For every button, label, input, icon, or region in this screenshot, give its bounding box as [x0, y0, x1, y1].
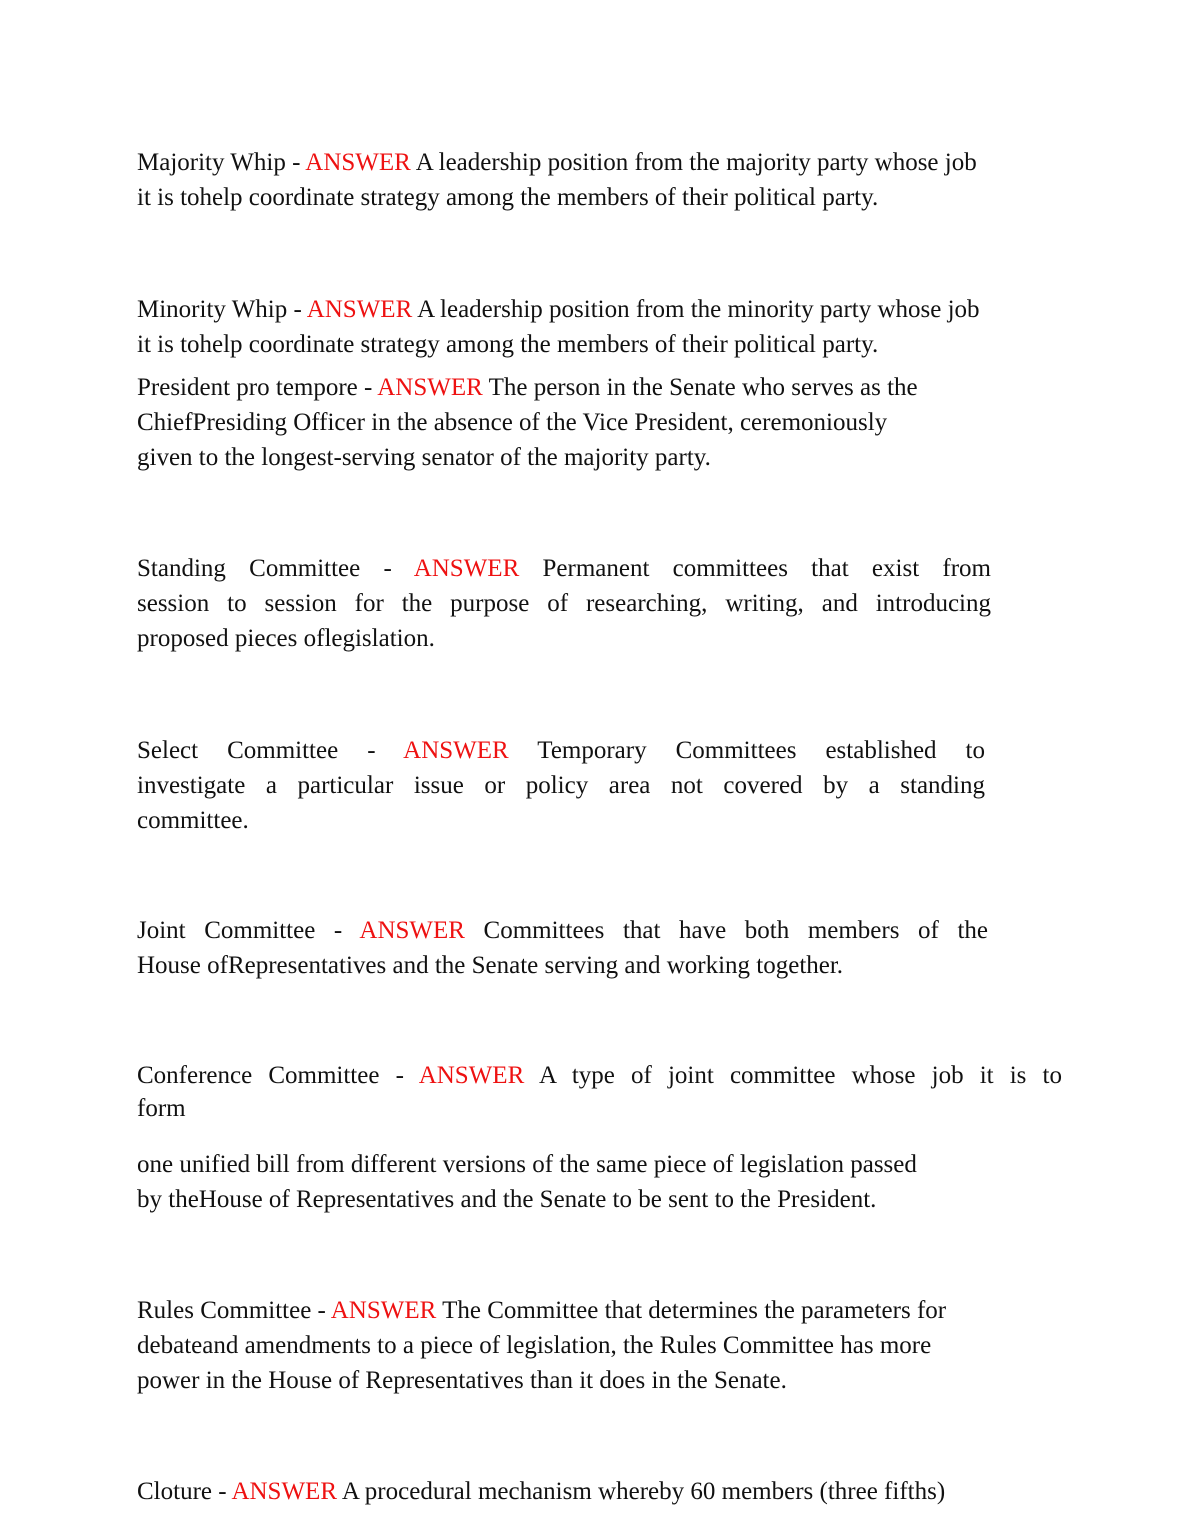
definition-line: one unified bill from different versions of the same piece of legislation passed — [137, 1151, 917, 1178]
term: President pro tempore — [137, 374, 358, 401]
answer-label: ANSWER — [377, 374, 483, 401]
definition-line: committee. — [137, 807, 249, 834]
answer-label: ANSWER — [418, 1062, 525, 1089]
definition-text: A type of joint committee whose job it is to — [524, 1062, 1062, 1089]
entry-line: Majority Whip - ANSWER A leadership position from the majority party whose job — [137, 149, 977, 176]
flashcard-majority-whip — [137, 145, 1057, 215]
answer-label: ANSWER — [231, 1478, 338, 1505]
entry-line: Joint Committee - ANSWER Committees that have both members of the — [137, 917, 988, 944]
definition-line: ChiefPresiding Officer in the absence of the Vice President, ceremoniously — [137, 409, 888, 436]
definition-text: The Committee that determines the parameters for — [436, 1297, 947, 1324]
definition-text: Temporary Committees established to — [508, 737, 985, 764]
definition-line: by theHouse of Representatives and the Senate to be sent to the President. — [137, 1186, 877, 1213]
term: Minority Whip — [137, 296, 288, 323]
definition-text: A procedural mechanism whereby 60 members (three fifths) — [337, 1478, 946, 1505]
definition-line: form — [137, 1095, 186, 1122]
answer-label: ANSWER — [403, 737, 509, 764]
flashcard-conference-committee — [137, 1059, 1062, 1125]
definition-text: Committees that have both members of the — [464, 917, 988, 944]
definition-text: The person in the Senate who serves as the — [482, 374, 918, 401]
definition-text: A leadership position from the minority party whose job — [412, 296, 980, 323]
definition-text: A leadership position from the majority party whose job — [410, 149, 977, 176]
entry-line: President pro tempore - ANSWER The person in the Senate who serves as the — [137, 374, 918, 401]
definition-line: it is tohelp coordinate strategy among the members of their political party. — [137, 331, 879, 358]
entry-line: Minority Whip - ANSWER A leadership position from the minority party whose job — [137, 296, 980, 323]
term: Conference Committee — [137, 1062, 380, 1089]
definition-line: it is tohelp coordinate strategy among the members of their political party. — [137, 184, 879, 211]
flashcard-minority-whip — [137, 292, 1062, 362]
definition-line: session to session for the purpose of researching, writing, and introducing — [137, 590, 991, 617]
entry-line: Select Committee - ANSWER Temporary Committees established to — [137, 737, 985, 764]
term: Select Committee — [137, 737, 339, 764]
answer-label: ANSWER — [306, 296, 413, 323]
entry-line: Cloture - ANSWER A procedural mechanism whereby 60 members (three fifths) — [137, 1478, 946, 1505]
definition-line: proposed pieces oflegislation. — [137, 625, 435, 652]
definition-line: debateand amendments to a piece of legislation, the Rules Committee has more — [137, 1332, 932, 1359]
answer-label: ANSWER — [330, 1297, 437, 1324]
definition-text: Permanent committees that exist from — [519, 555, 991, 582]
term: Majority Whip — [137, 149, 286, 176]
flashcard-cloture — [137, 1474, 1037, 1509]
entry-line: Conference Committee - ANSWER A type of joint committee whose job it is to — [137, 1062, 1062, 1089]
definition-line: investigate a particular issue or policy area not covered by a standing — [137, 772, 985, 799]
flashcard-rules-committee — [137, 1293, 1037, 1398]
definition-line: power in the House of Representatives than it does in the Senate. — [137, 1367, 787, 1394]
definition-line: given to the longest-serving senator of the majority party. — [137, 444, 711, 471]
term: Cloture — [137, 1478, 212, 1505]
flashcard-president-pro-tempore — [137, 370, 997, 475]
term: Rules Committee — [137, 1297, 312, 1324]
flashcard-standing-committee — [137, 551, 991, 656]
flashcard-select-committee — [137, 733, 985, 838]
definition-line: House ofRepresentatives and the Senate serving and working together. — [137, 952, 844, 979]
term: Joint Committee — [137, 917, 316, 944]
flashcard-joint-committee — [137, 913, 988, 983]
answer-label: ANSWER — [359, 917, 465, 944]
answer-label: ANSWER — [413, 555, 520, 582]
entry-line: Rules Committee - ANSWER The Committee that determines the parameters for — [137, 1297, 947, 1324]
answer-label: ANSWER — [305, 149, 411, 176]
entry-line: Standing Committee - ANSWER Permanent committees that exist from — [137, 555, 991, 582]
flashcard-continuation — [137, 1147, 1017, 1217]
term: Standing Committee — [137, 555, 361, 582]
